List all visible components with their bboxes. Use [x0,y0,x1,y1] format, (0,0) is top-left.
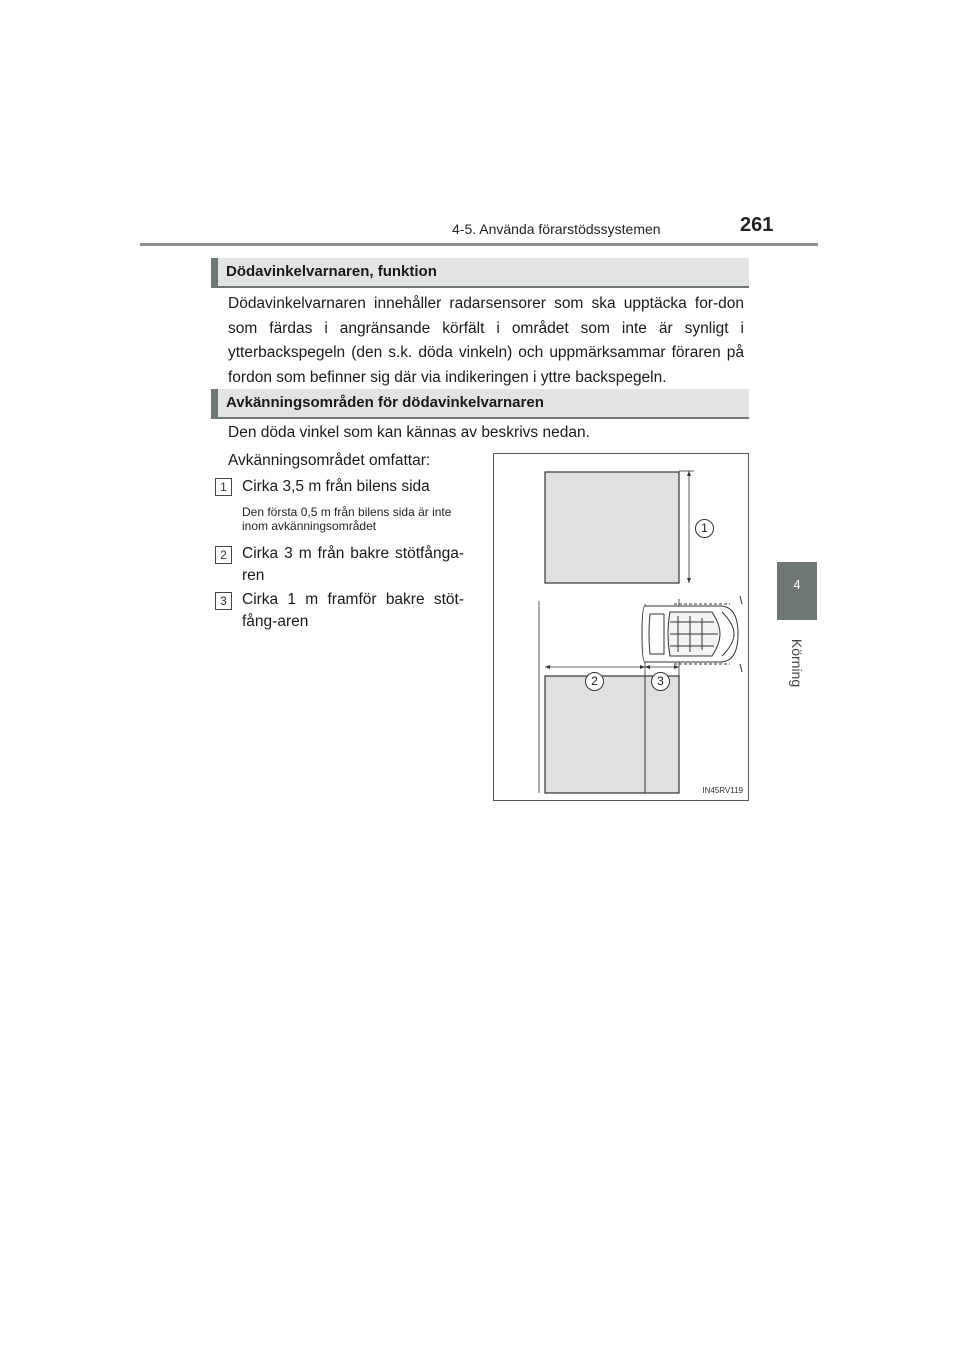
detection-list-label: Avkänningsområdet omfattar: [228,452,431,469]
header-section-title: 4-5. Använda förarstödssystemen [452,221,661,237]
detection-area-diagram [493,453,749,801]
detection-intro: Den döda vinkel som kan kännas av beskrivs nedan. [228,424,590,441]
item-number-box: 3 [215,592,232,610]
header-rule [140,243,818,246]
diagram-drawing [494,454,750,802]
item-text: Cirka 3,5 m från bilens sida [242,478,430,495]
section-heading-function: Dödavinkelvarnaren, funktion [211,258,749,286]
car-top-view [642,596,742,672]
side-zone [545,472,679,583]
section-heading-detection-areas: Avkänningsområden för dödavinkelvarnaren [211,389,749,417]
function-description: Dödavinkelvarnaren innehåller radarsensorer som ska upptäcka for-don som färdas i angränsande körfält i området som inte är synligt i ytterbackspegeln (den s.k. döda vinkeln) och uppmärksammar föraren på fordon som befinner sig där via indikeringen i yttre backspegeln. [228,295,744,386]
item-number-box: 2 [215,546,232,564]
callout-3: 3 [651,672,670,691]
figure-code: IN45RV119 [702,786,743,795]
item-text: Cirka 1 m framför bakre stöt-fång-aren [242,591,464,630]
page-number: 261 [740,214,774,236]
callout-1: 1 [695,519,714,538]
item-text: Cirka 3 m från bakre stötfånga-ren [242,545,464,584]
chapter-tab [777,562,817,620]
callout-2: 2 [585,672,604,691]
rear-zone [545,676,679,793]
item-note: Den första 0,5 m från bilens sida är inte inom avkänningsområdet [242,505,452,533]
item-number-box: 1 [215,478,232,496]
chapter-number: 4 [793,577,801,592]
chapter-label: Körning [789,638,805,688]
